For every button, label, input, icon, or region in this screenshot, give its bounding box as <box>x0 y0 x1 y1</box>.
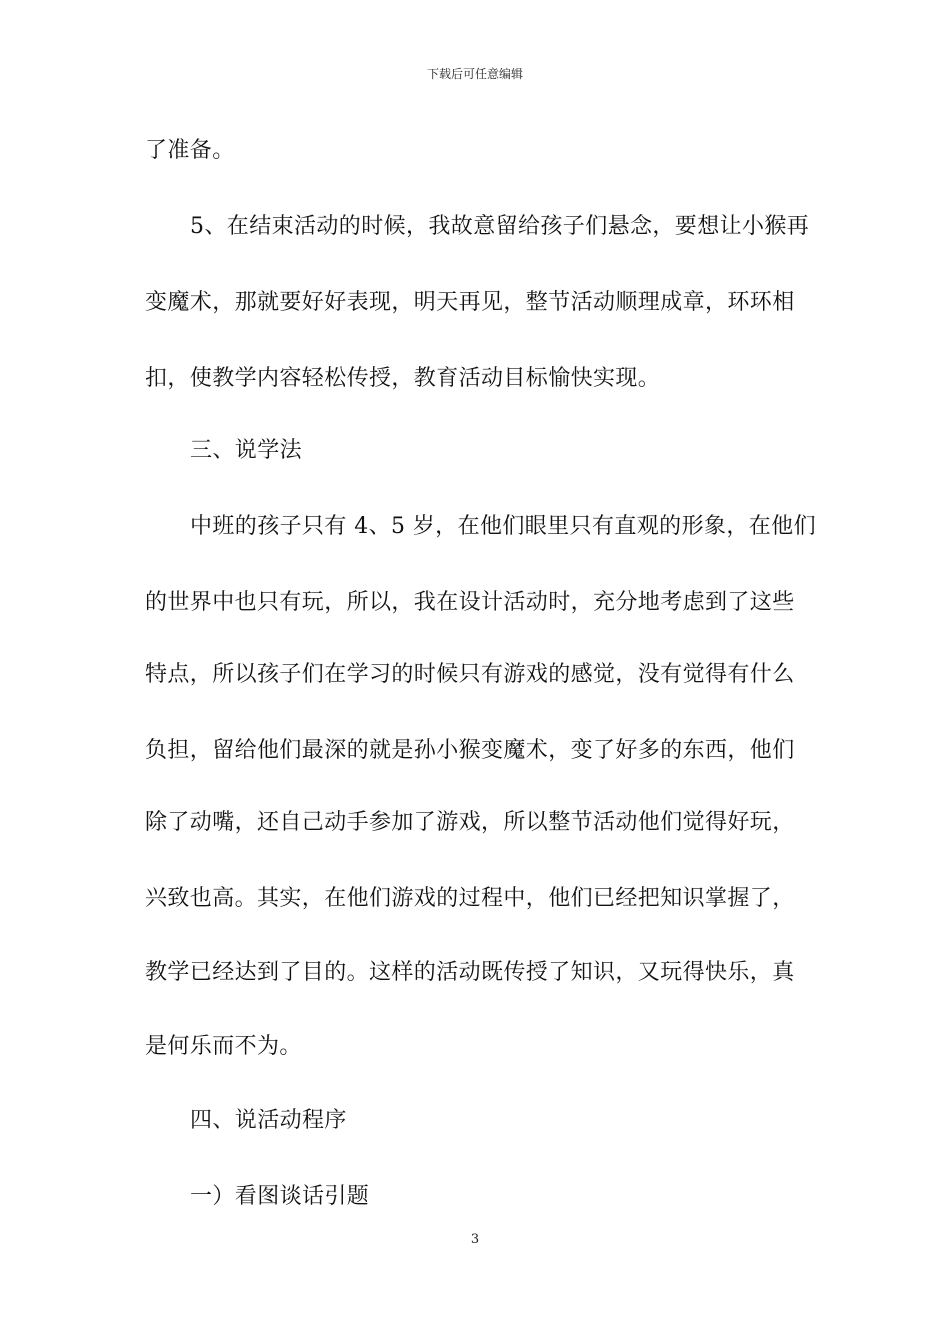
text-line: 兴致也高。其实，在他们游戏的过程中，他们已经把知识掌握了， <box>145 886 795 911</box>
text-line: 了准备。 <box>145 138 235 163</box>
text-line: 变魔术，那就要好好表现，明天再见，整节活动顺理成章，环环相 <box>145 290 795 315</box>
text-line: 除了动嘴，还自己动手参加了游戏，所以整节活动他们觉得好玩， <box>145 810 795 835</box>
section-heading: 四、说活动程序 <box>190 1108 347 1133</box>
text-line: 教学已经达到了目的。这样的活动既传授了知识，又玩得快乐，真 <box>145 960 795 985</box>
text-line: 负担，留给他们最深的就是孙小猴变魔术，变了好多的东西，他们 <box>145 738 795 763</box>
section-heading: 三、说学法 <box>190 438 303 463</box>
text-line: 中班的孩子只有 4、5 岁，在他们眼里只有直观的形象，在他们 <box>190 514 816 539</box>
page-header: 下载后可任意编辑 <box>426 67 523 81</box>
text-line: 5、在结束活动的时候，我故意留给孩子们悬念，要想让小猴再 <box>190 214 810 239</box>
text-line: 的世界中也只有玩，所以，我在设计活动时，充分地考虑到了这些 <box>145 590 795 615</box>
text-line: 是何乐而不为。 <box>145 1034 302 1059</box>
text-line: 特点，所以孩子们在学习的时候只有游戏的感觉，没有觉得有什么 <box>145 662 795 687</box>
text-line: 扣，使教学内容轻松传授，教育活动目标愉快实现。 <box>145 366 661 391</box>
subsection-heading: 一）看图谈话引题 <box>190 1184 370 1209</box>
page-number: 3 <box>470 1232 480 1247</box>
